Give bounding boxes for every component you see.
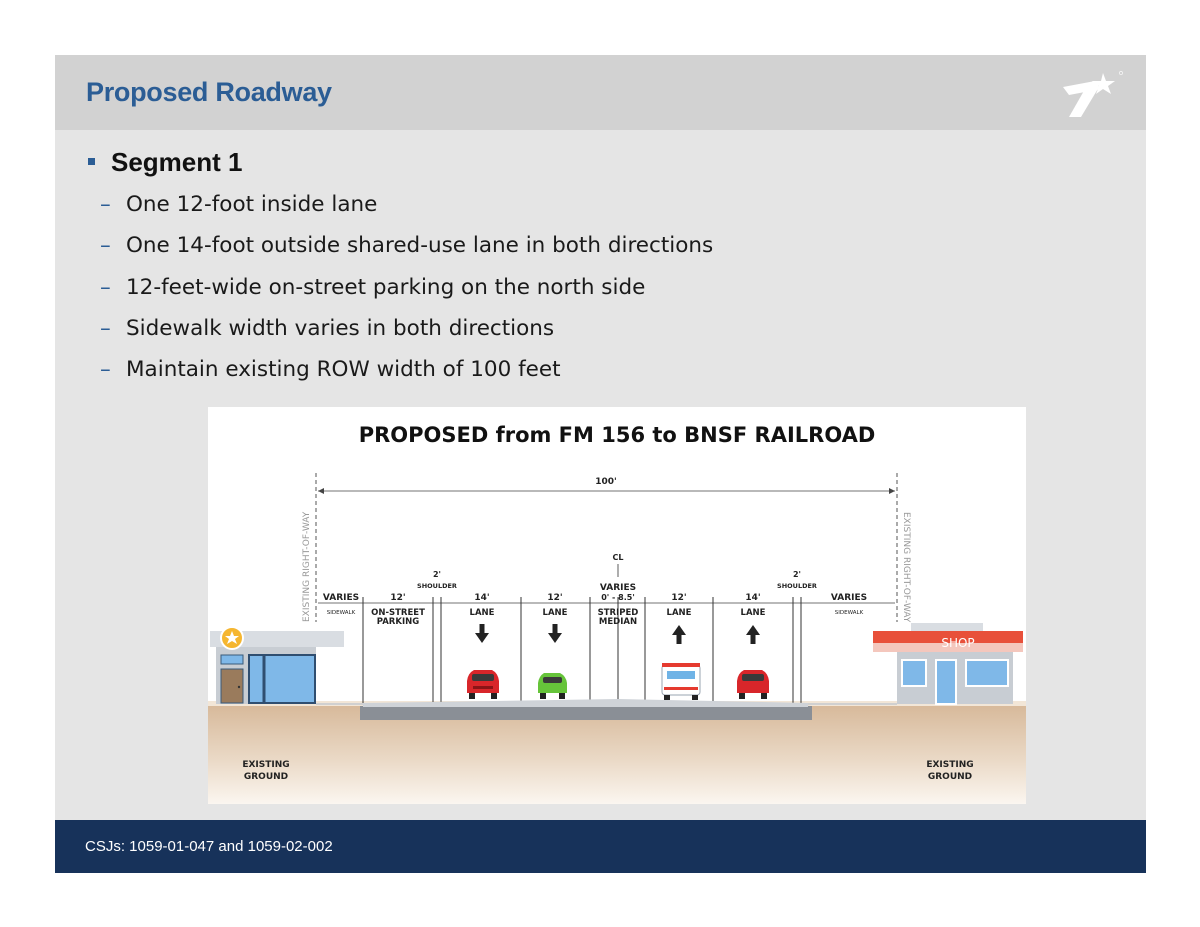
slide [55, 55, 1146, 873]
ground-left-label2: GROUND [243, 772, 289, 782]
sub-bullet [100, 316, 554, 341]
dash-icon: – [100, 316, 111, 341]
txdot-logo-icon [1055, 65, 1127, 123]
shoulder-right-label: SHOULDER [777, 582, 817, 590]
row-label-right: EXISTING RIGHT-OF-WAY [901, 512, 911, 623]
sub-bullet [100, 357, 561, 382]
sub-bullet [100, 192, 377, 217]
sidewalk-left-label: SIDEWALK [326, 610, 356, 616]
dash-icon: – [100, 192, 111, 217]
parking-label1: ON-STREET [371, 608, 425, 618]
median-label1: STRIPED [597, 608, 639, 618]
bullet-main-text: Segment 1 [111, 147, 243, 177]
lane4-label: LANE [740, 608, 766, 618]
sub-bullet-text: One 12-foot inside lane [126, 192, 378, 217]
sub-bullet-text: 12-feet-wide on-street parking on the north side [126, 275, 646, 300]
arrow-up-icon [746, 625, 760, 644]
arrow-down-icon [548, 624, 562, 643]
diagram-title: PROPOSED from FM 156 to BNSF RAILROAD [358, 423, 876, 447]
lane1-label: LANE [469, 608, 495, 618]
dash-icon: – [100, 275, 111, 300]
sidewalk-left-width: VARIES [322, 593, 360, 603]
segment-separators [363, 597, 801, 703]
ground-right-label2: GROUND [927, 772, 973, 782]
arrow-up-icon [672, 625, 686, 644]
shoulder-left-width: 2' [432, 570, 442, 579]
sidewalk-right-label: SIDEWALK [834, 610, 864, 616]
sub-bullet-text: One 14-foot outside shared-use lane in both directions [126, 233, 714, 258]
lane4-width: 14' [745, 593, 761, 603]
median-width: VARIES [599, 583, 637, 593]
lane3-label: LANE [666, 608, 692, 618]
sidewalk-right-width: VARIES [830, 593, 868, 603]
car-green-icon [538, 673, 567, 699]
median-width-range: 0' - 8.5' [601, 593, 635, 602]
lane1-width: 14' [474, 593, 490, 603]
dash-icon: – [100, 233, 111, 258]
slide-header [55, 55, 1146, 130]
slide-footer [55, 820, 1146, 873]
dash-icon: – [100, 357, 111, 382]
bullet-square-icon [88, 158, 95, 165]
arrowhead-left-icon [318, 488, 324, 494]
pavement-surface [363, 699, 808, 707]
centerline-label: CL [612, 553, 624, 562]
building-left-icon [210, 627, 344, 704]
bullet-segment [88, 147, 243, 178]
shoulder-left-label: SHOULDER [417, 582, 457, 590]
sub-bullet [100, 275, 645, 300]
arrow-down-icon [475, 624, 489, 643]
csj-label: CSJs: 1059-01-047 and 1059-02-002 [85, 838, 333, 855]
cross-section-svg [208, 407, 1026, 804]
parking-width: 12' [390, 593, 406, 603]
ground-right-label1: EXISTING [926, 760, 974, 770]
parking-label2: PARKING [376, 617, 420, 627]
ambulance-icon [662, 663, 700, 700]
cross-section-diagram [208, 407, 1026, 804]
shoulder-right-width: 2' [792, 570, 802, 579]
ground-left-label1: EXISTING [242, 760, 290, 770]
lane2-width: 12' [547, 593, 563, 603]
slide-title: Proposed Roadway [86, 77, 332, 107]
car-red-icon [467, 670, 499, 699]
sub-bullet [100, 233, 713, 258]
car-red-icon [737, 670, 769, 699]
lane2-label: LANE [542, 608, 568, 618]
sub-bullet-text: Maintain existing ROW width of 100 feet [126, 357, 561, 382]
arrowhead-right-icon [889, 488, 895, 494]
lane3-width: 12' [671, 593, 687, 603]
shop-sign: SHOP [941, 636, 975, 650]
median-label2: MEDIAN [598, 617, 638, 627]
sub-bullet-text: Sidewalk width varies in both directions [126, 316, 555, 341]
total-width-label: 100' [595, 477, 617, 487]
row-label-left: EXISTING RIGHT-OF-WAY [302, 511, 312, 622]
